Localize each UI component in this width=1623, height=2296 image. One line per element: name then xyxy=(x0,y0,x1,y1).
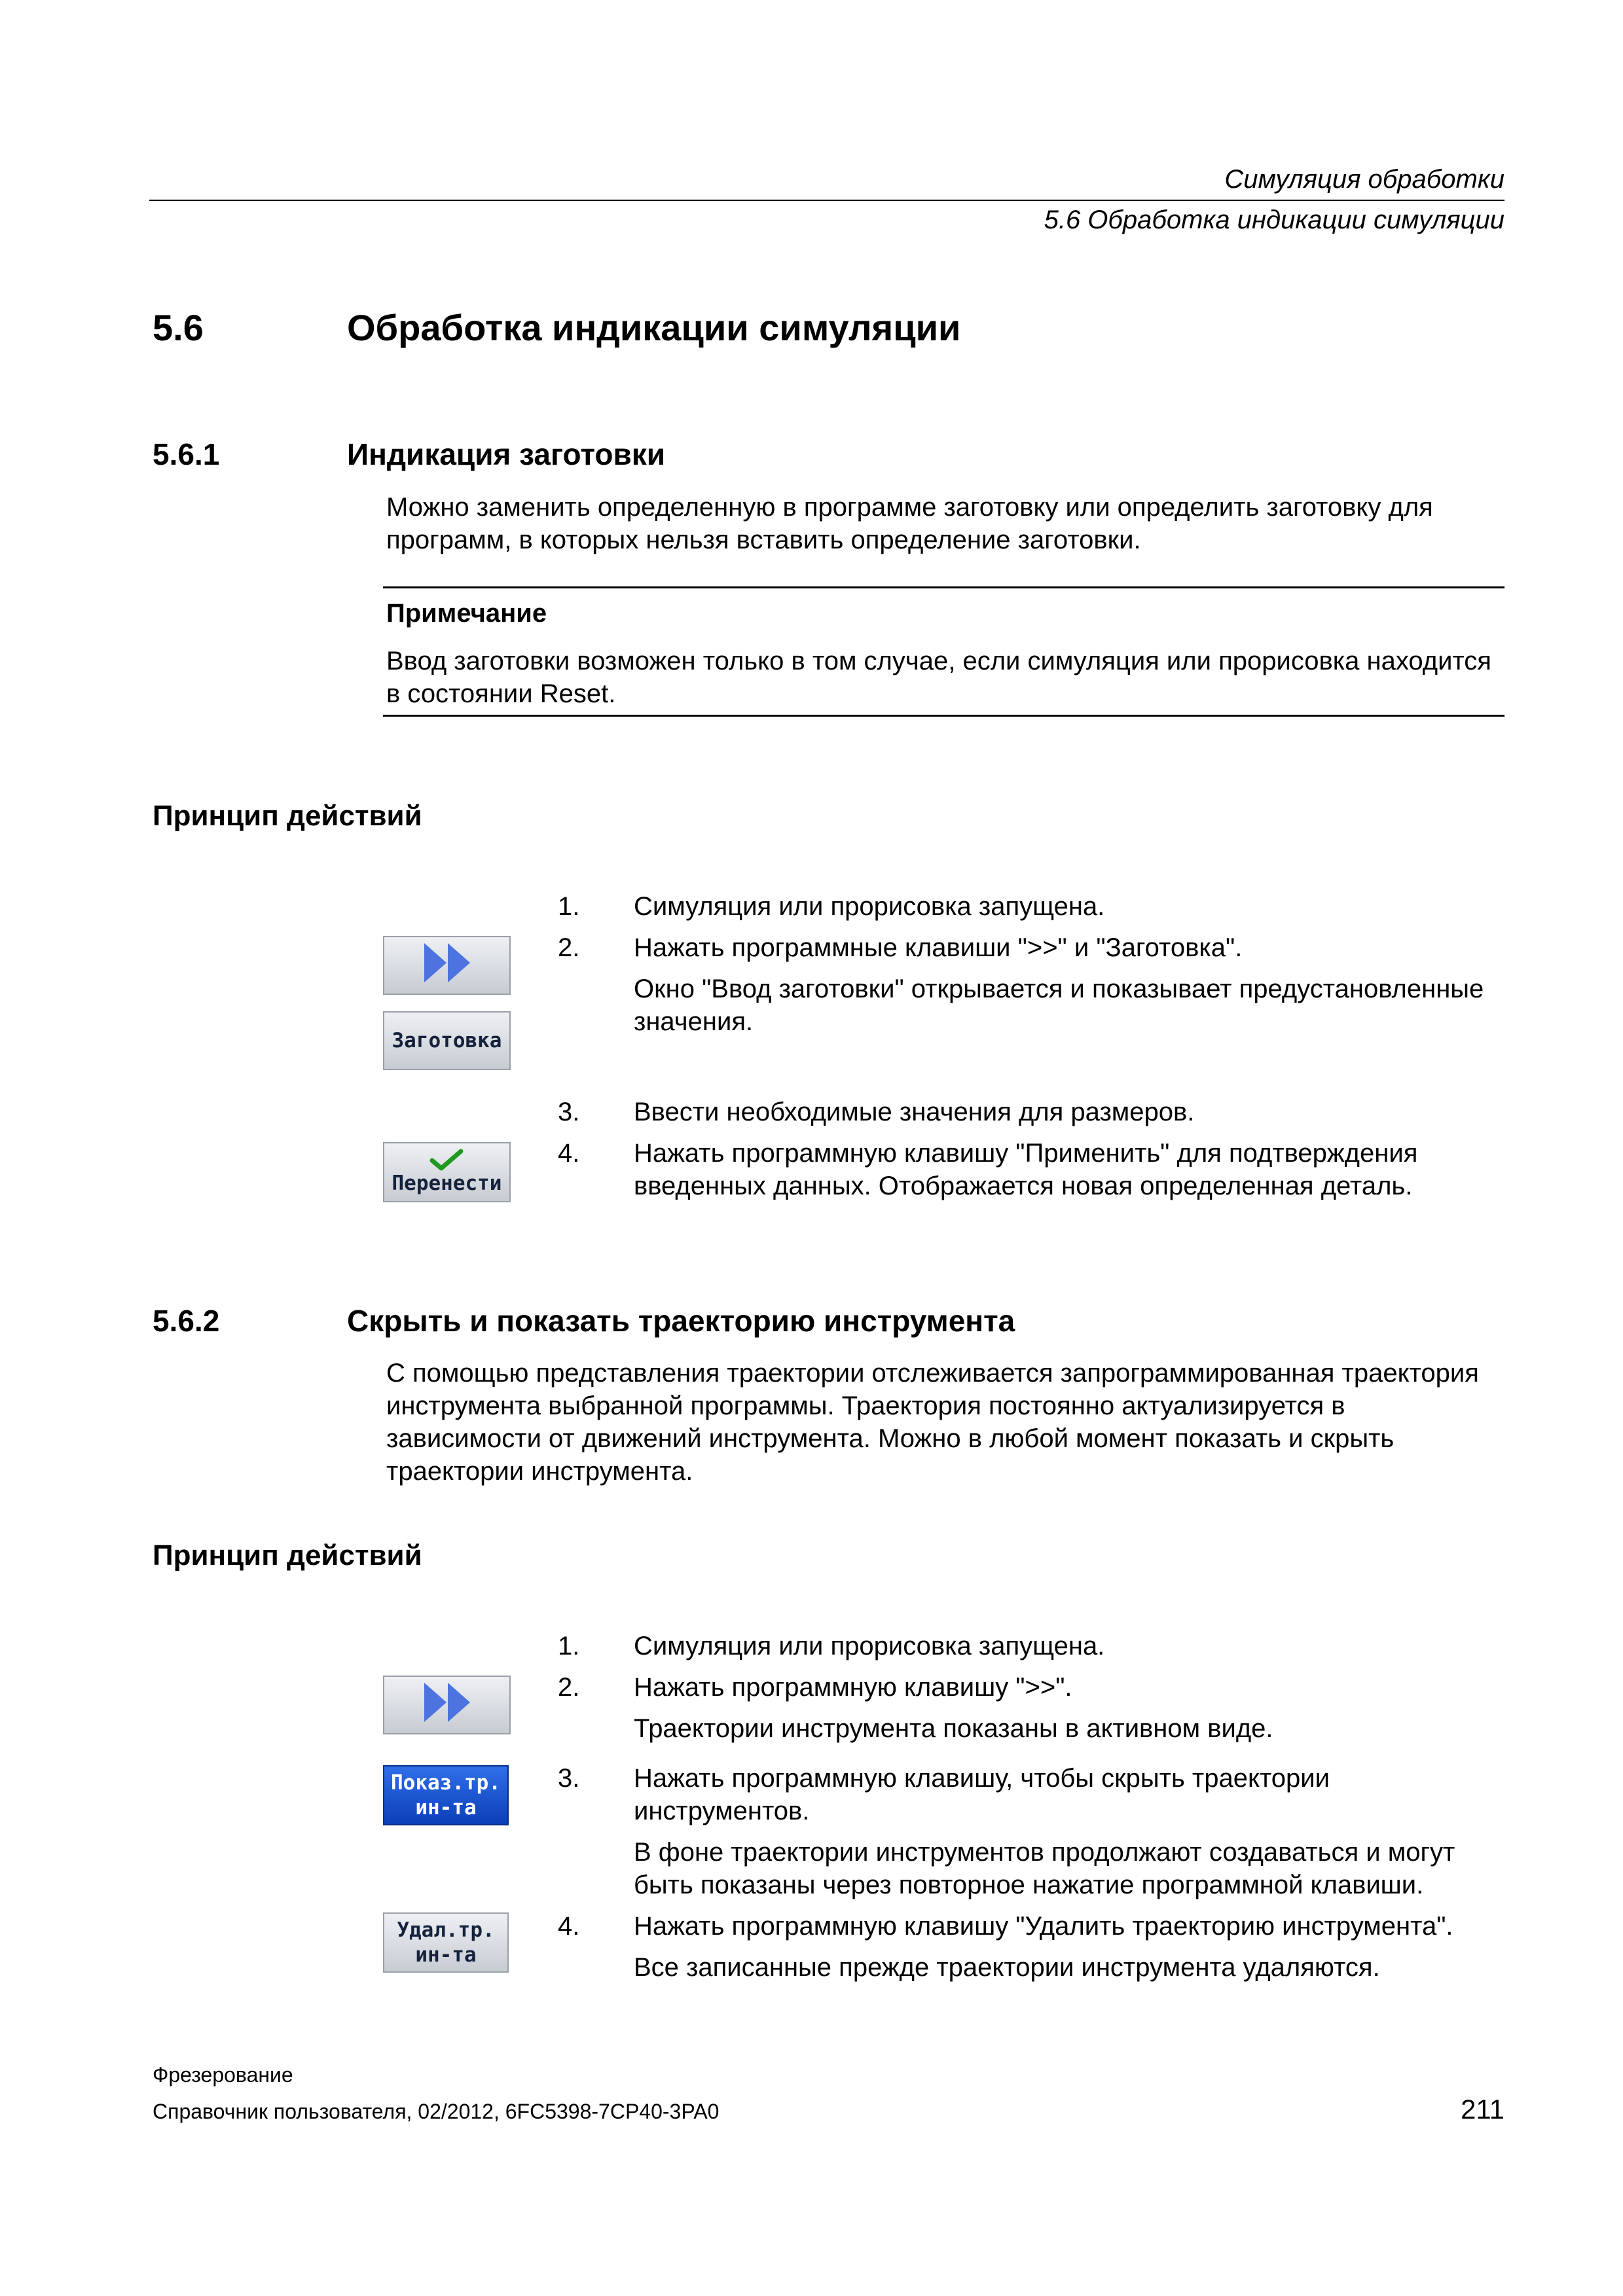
step-number: 2. xyxy=(558,1673,580,1702)
page-number: 211 xyxy=(1461,2094,1504,2125)
subsection-1-title: Индикация заготовки xyxy=(347,437,666,471)
step-number: 3. xyxy=(558,1764,580,1793)
header-rule xyxy=(149,200,1504,201)
footer-product: Фрезерование xyxy=(153,2063,293,2087)
step-result: Все записанные прежде траектории инструмента удаляются. xyxy=(634,1953,1380,1982)
step-text: Нажать программную клавишу ">>". xyxy=(634,1673,1072,1702)
step-number: 1. xyxy=(558,892,580,921)
running-header-section: 5.6 Обработка индикации симуляции xyxy=(1044,206,1504,234)
note-title: Примечание xyxy=(386,599,547,628)
step-text: Нажать программную клавишу "Применить" для подтверждения введенных данных. Отображается новая определенная деталь. xyxy=(634,1139,1418,1200)
subsection-2-number: 5.6.2 xyxy=(153,1304,220,1338)
step-text: Нажать программную клавишу, чтобы скрыть траектории инструментов. xyxy=(634,1764,1330,1825)
accept-softkey-label: Перенести xyxy=(392,1172,502,1195)
step-text: Симуляция или прорисовка запущена. xyxy=(634,892,1105,921)
step-text: Ввести необходимые значения для размеров. xyxy=(634,1098,1195,1126)
step-text: Нажать программные клавиши ">>" и "Заготовка". xyxy=(634,933,1243,962)
step-text: Нажать программную клавишу "Удалить траекторию инструмента". xyxy=(634,1912,1453,1941)
subsection-1-intro: Можно заменить определенную в программе заготовку или определить заготовку для программ, в которых нельзя вставить определение заготовки. xyxy=(386,493,1433,554)
note-text: Ввод заготовки возможен только в том случае, если симуляция или прорисовка находится в состоянии Reset. xyxy=(386,647,1491,708)
note-bottom-rule xyxy=(383,715,1504,717)
running-header-chapter: Симуляция обработки xyxy=(1224,165,1504,194)
subsection-2-title: Скрыть и показать траекторию инструмента xyxy=(347,1304,1015,1338)
step-number: 4. xyxy=(558,1139,580,1168)
delete-tool-path-softkey[interactable]: Удал.тр. ин-та xyxy=(383,1912,509,1973)
checkmark-icon xyxy=(429,1149,464,1171)
subsection-2-intro: С помощью представления траектории отслеживается запрограммированная траектория инструмента выбранной программы. Траектория постоянно актуализируется в зависимости от движений инструмента. Можно в любой момент показать и скрыть траектории инструмента. xyxy=(386,1359,1479,1486)
double-forward-arrow-icon xyxy=(424,943,471,988)
step-result: В фоне траектории инструментов продолжают создаваться и могут быть показаны через повторное нажатие программной клавиши. xyxy=(634,1838,1455,1899)
double-forward-arrow-icon xyxy=(424,1683,471,1728)
step-result: Траектории инструмента показаны в активном виде. xyxy=(634,1714,1273,1743)
procedure-title-1: Принцип действий xyxy=(153,800,422,832)
step-number: 2. xyxy=(558,933,580,962)
step-number: 4. xyxy=(558,1912,580,1941)
forward-softkey[interactable] xyxy=(383,936,511,995)
forward-softkey[interactable] xyxy=(383,1676,511,1734)
subsection-1-number: 5.6.1 xyxy=(153,437,220,471)
procedure-title-2: Принцип действий xyxy=(153,1539,422,1571)
section-title: Обработка индикации симуляции xyxy=(347,307,961,348)
footer-manual: Справочник пользователя, 02/2012, 6FC5398-7CP40-3PA0 xyxy=(153,2100,720,2123)
step-result: Окно "Ввод заготовки" открывается и показывает предустановленные значения. xyxy=(634,975,1484,1036)
step-number: 3. xyxy=(558,1098,580,1126)
section-number: 5.6 xyxy=(153,307,204,348)
blank-softkey[interactable]: Заготовка xyxy=(383,1011,511,1070)
accept-softkey[interactable] xyxy=(383,1142,511,1202)
show-tool-path-softkey[interactable]: Показ.тр. ин-та xyxy=(383,1765,509,1825)
note-top-rule xyxy=(383,586,1504,588)
step-number: 1. xyxy=(558,1632,580,1660)
step-text: Симуляция или прорисовка запущена. xyxy=(634,1632,1105,1660)
